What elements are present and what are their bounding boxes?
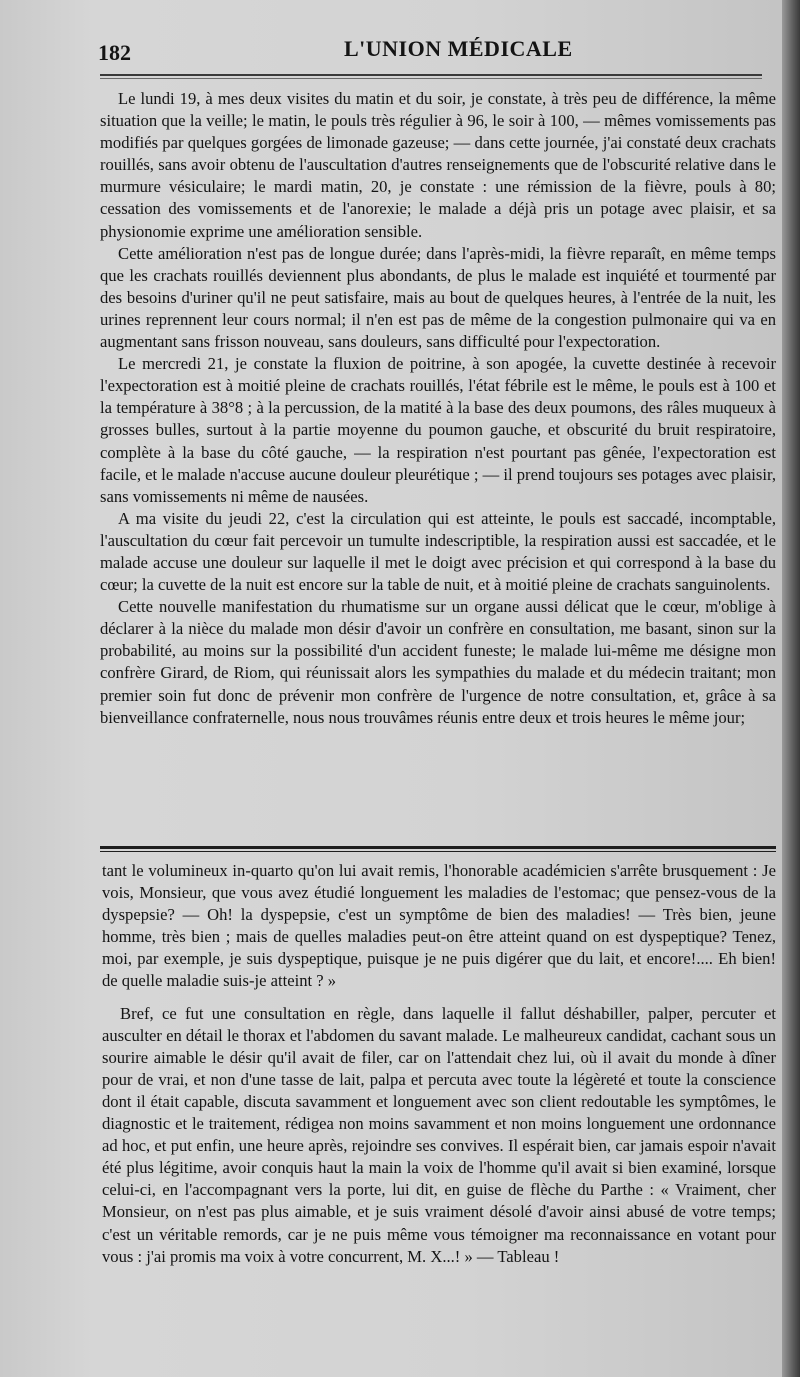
- feuilleton-separator: [100, 846, 776, 849]
- running-title: L'UNION MÉDICALE: [344, 36, 573, 61]
- header-rule: [100, 74, 762, 76]
- article-paragraph: A ma visite du jeudi 22, c'est la circulation qui est atteinte, le pouls est saccadé, incomptable, l'auscultation du cœur fait percevoir un tumulte indescriptible, la respiration aussi est saccadée, et le malade accuse une douleur sur laquelle il met le doigt avec précision et qui correspond à la base du cœur; la cuvette de la nuit est encore sur la table de nuit, et à moitié pleine de crachats sanguinolents.: [100, 508, 776, 595]
- feuilleton-paragraph: tant le volumineux in-quarto qu'on lui avait remis, l'honorable académicien s'arrête brusquement : Je vois, Monsieur, que vous avez étudié longuement les maladies de l'estomac; que pensez-vous de la dyspepsie? — Oh! la dyspepsie, c'est un symptôme de bien des maladies! — Très bien, jeune homme, très bien ; mais de quelles maladies peut-on être atteint quand on est dyspeptique? Tenez, moi, par exemple, je suis dyspeptique, puisque je ne puis digérer que du lait, et encore!.... Eh bien! de quelle maladie suis-je atteint ? »: [102, 861, 776, 991]
- article-paragraph: Cette nouvelle manifestation du rhumatisme sur un organe aussi délicat que le cœur, m'oblige à déclarer à la nièce du malade mon désir d'avoir un confrère en consultation, me basant, sinon sur la probabilité, au moins sur la possibilité d'un accident funeste; le malade lui-même me désigne mon confrère Girard, de Riom, qui réunissait alors les sympathies du malade et du médecin traitant; mon premier soin fut donc de prévenir mon confrère de l'urgence de notre consultation, et, grâce à sa bienveillance confraternelle, nous nous trouvâmes réunis entre deux et trois heures le même jour;: [100, 597, 776, 727]
- running-header: [98, 36, 766, 66]
- page-edge-shadow: [782, 0, 800, 1377]
- article-paragraph: Le mercredi 21, je constate la fluxion de poitrine, à son apogée, la cuvette destinée à recevoir l'expectoration est à moitié pleine de crachats rouillés, l'état fébrile est le même, le pouls est à 100 et la température à 38°8 ; à la percussion, de la matité à la base des deux poumons, des râles muqueux à grosses bulles, surtout à la partie moyenne du poumon gauche, et obscurité du bruit respiratoire, complète à la base du côté gauche, — la respiration n'est pourtant pas gênée, l'expectoration est facile, et le malade n'accuse aucune douleur pleurétique ; — il prend toujours ses potages avec plaisir, sans vomissements ni même de nausées.: [100, 354, 776, 506]
- main-article: [100, 88, 776, 729]
- header-rule-thin: [100, 78, 762, 79]
- page-number: 182: [98, 40, 131, 65]
- feuilleton-separator-thin: [100, 851, 776, 852]
- feuilleton-paragraph: Bref, ce fut une consultation en règle, dans laquelle il fallut déshabiller, palper, percuter et ausculter en détail le thorax et l'abdomen du savant malade. Le malheureux candidat, cachant sous un sourire aimable le désir qu'il avait de filer, car on l'attendait chez lui, où il avait du monde à dîner pour de vrai, et non d'une tasse de lait, palpa et percuta avec toute la légèreté et toute la conscience dont il était capable, discuta savamment et longuement avec son client redoutable les symptômes, le diagnostic et le traitement, rédigea non moins savamment et non moins longuement une ordonnance ad hoc, et put enfin, une heure après, rejoindre ses convives. Il espérait bien, car jamais espoir n'avait été plus légitime, avoir conquis haut la main la voix de l'homme qu'il avait si bien examiné, lorsque celui-ci, en l'accompagnant vers la porte, lui dit, en guise de flèche du Parthe : « Vraiment, cher Monsieur, on n'est pas plus aimable, et je suis vraiment désolé d'avoir ainsi abusé de votre temps; c'est un véritable remords, car je ne puis même vous témoigner ma reconnaissance en votant pour vous : j'ai promis ma voix à votre concurrent, M. X...! » — Tableau !: [102, 1003, 776, 1266]
- article-paragraph: Le lundi 19, à mes deux visites du matin et du soir, je constate, à très peu de différence, la même situation que la veille; le matin, le pouls très régulier à 96, le soir à 100, — mêmes vomissements pas modifiés par quelques gorgées de limonade gazeuse; — dans cette journée, j'ai constaté deux crachats rouillés, sans avoir obtenu de l'auscultation d'autres renseignements que de l'obscurité relative dans le murmure vésiculaire; le mardi matin, 20, je constate : une rémission de la fièvre, pouls à 80; cessation des vomissements et de l'anorexie; le malade a déjà pris un potage avec plaisir, et sa physionomie exprime une amélioration sensible.: [100, 89, 776, 241]
- feuilleton-section: [102, 860, 776, 1268]
- article-paragraph: Cette amélioration n'est pas de longue durée; dans l'après-midi, la fièvre reparaît, en même temps que les crachats rouillés deviennent plus abondants, de plus le malade est inquiété et tourmenté par des besoins d'uriner qu'il ne peut satisfaire, mais au bout de quelques heures, à l'entrée de la nuit, les urines reprennent leur cours normal; il n'en est pas de même de la congestion pulmonaire qui va en augmentant sans frisson nouveau, sans douleurs, sans difficulté pour l'expectoration.: [100, 243, 776, 352]
